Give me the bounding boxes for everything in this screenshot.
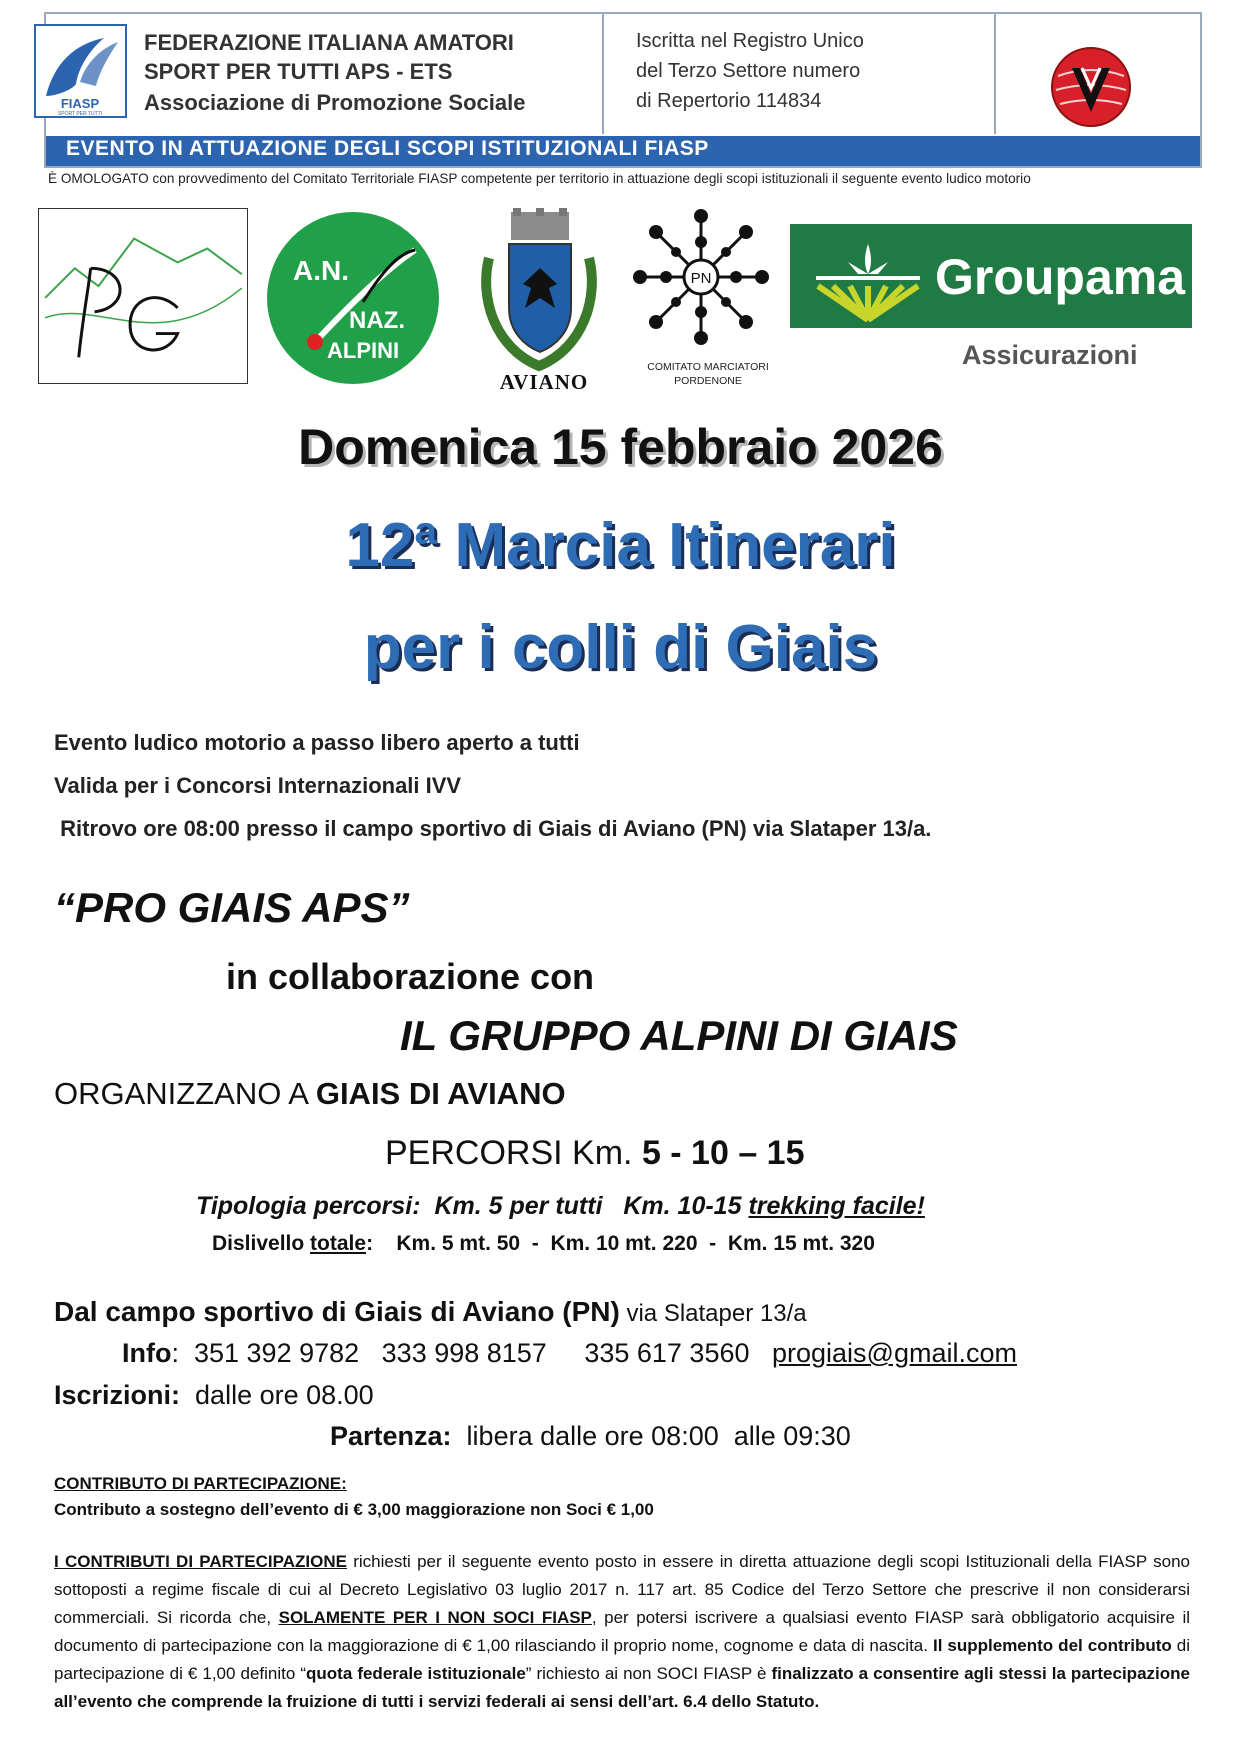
partenza-label: Partenza: <box>330 1421 452 1451</box>
percorsi-prefix: PERCORSI Km. <box>385 1134 642 1172</box>
ana-bottom-text: ALPINI <box>327 338 400 363</box>
percorsi-values: 5 - 10 – 15 <box>641 1134 805 1172</box>
banner-text: EVENTO IN ATTUAZIONE DEGLI SCOPI ISTITUZIONALI FIASP <box>66 137 709 160</box>
assicurazioni-label: Assicurazioni <box>962 340 1138 370</box>
comitato-label-text: COMITATO MARCIATORI PORDENONE <box>647 361 769 387</box>
tipologia-line <box>196 1192 925 1221</box>
fine-print-finalizzato: finalizzato a consentire agli stessi la partecipazione all’evento che comprende la fruizione di tutti i servizi federali ai sensi dell’art. 6.4 dello Statuto. <box>54 1664 1190 1711</box>
federation-line-1: FEDERAZIONE ITALIANA AMATORI <box>144 30 514 55</box>
info-line <box>122 1338 1017 1369</box>
fine-print-part-2: richiesti per il seguente evento posto in essere in diretta attuazione degli scopi Istituzionali della FIASP sono sottoposti a regime fiscale di cui al Decreto Legislativo 03 luglio 2017 n. 117 art. 85 Codice del Terzo Settore che prescrive il non considerarsi commerciali. Si ricorda che, <box>54 1552 1190 1627</box>
groupama-wordmark: Groupama <box>935 249 1186 305</box>
fiasp-logo <box>34 24 127 118</box>
iscrizioni-label: Iscrizioni: <box>54 1380 181 1410</box>
fine-print-non-soci: SOLAMENTE PER I NON SOCI FIASP <box>278 1608 592 1627</box>
iscrizioni-line <box>54 1380 374 1411</box>
info-email-link[interactable]: progiais@gmail.com <box>772 1338 1017 1368</box>
contributo-heading: CONTRIBUTO DI PARTECIPAZIONE: <box>54 1474 347 1493</box>
ana-top-text: A.N. <box>293 255 349 286</box>
fiasp-logo-text: FIASP <box>60 96 100 111</box>
intro-line-3: Ritrovo ore 08:00 presso il campo sportivo di Giais di Aviano (PN) via Slataper 13/a. <box>54 816 932 841</box>
fine-print-supplemento: Il supplemento del contributo <box>932 1636 1172 1655</box>
partenza-value: libera dalle ore 08:00 alle 09:30 <box>451 1421 851 1451</box>
dislivello-prefix: Dislivello <box>212 1232 311 1255</box>
organizzano-place: GIAIS DI AVIANO <box>315 1076 566 1111</box>
fine-print-part-6: di partecipazione di € 1,00 definito “ <box>54 1636 1191 1683</box>
comitato-label <box>618 360 798 388</box>
fiasp-logo-subtext: SPORT PER TUTTI <box>57 111 103 117</box>
partenza-line <box>330 1421 851 1452</box>
fine-print-paragraph <box>54 1548 1190 1716</box>
header-divider <box>602 14 604 134</box>
fine-print-part-8: ” richiesto ai non SOCI FIASP è <box>525 1664 772 1683</box>
dal-campo-line <box>54 1296 807 1328</box>
ivv-globe-logo <box>1050 46 1132 128</box>
ana-mid-text: NAZ. <box>349 307 405 334</box>
registry-line-2: del Terzo Settore numero <box>636 60 861 82</box>
info-label: Info <box>122 1338 172 1368</box>
tipologia-prefix: Tipologia percorsi: Km. 5 per tutti Km. 10-15 <box>196 1192 749 1220</box>
event-title-line-2: per i colli di Giais <box>363 613 878 682</box>
dal-campo-address: via Slataper 13/a <box>619 1300 807 1327</box>
registry-line-1: Iscritta nel Registro Unico <box>636 30 864 52</box>
info-phones: : 351 392 9782 333 998 8157 335 617 3560 <box>171 1338 772 1368</box>
registry-line-3: di Repertorio 114834 <box>636 90 822 112</box>
tipologia-trekking: trekking facile! <box>748 1192 925 1220</box>
comitato-center-text: PN <box>690 270 712 287</box>
percorsi-line <box>385 1134 805 1173</box>
organizzano-line <box>54 1076 566 1112</box>
dislivello-totale: totale <box>310 1232 367 1255</box>
dislivello-line <box>212 1232 875 1256</box>
fine-print-quota: quota federale istituzionale <box>306 1664 526 1683</box>
pro-giais-logo <box>38 208 248 384</box>
dislivello-values: : Km. 5 mt. 50 - Km. 10 mt. 220 - Km. 15 mt. 320 <box>366 1232 875 1255</box>
organizer-name: “PRO GIAIS APS” <box>54 884 410 931</box>
intro-line-1: Evento ludico motorio a passo libero aperto a tutti <box>54 730 580 755</box>
fine-print-part-4: , per potersi iscrivere a qualsiasi evento FIASP sarà obbligatorio acquisire il documento di partecipazione con la maggiorazione di € 1,00 rilasciando il proprio nome, cognome e data di nascita. <box>54 1608 1190 1655</box>
groupama-wheat-icon <box>808 236 928 322</box>
fine-print-heading: I CONTRIBUTI DI PARTECIPAZIONE <box>54 1552 347 1571</box>
event-title-line-1: 12ª Marcia Itinerari <box>345 511 896 580</box>
ana-alpini-logo <box>265 210 441 386</box>
event-date: Domenica 15 febbraio 2026 <box>298 419 943 475</box>
dal-campo-place: Dal campo sportivo di Giais di Aviano (PN) <box>54 1296 620 1327</box>
iscrizioni-value: dalle ore 08.00 <box>180 1380 374 1410</box>
header-divider-2 <box>994 14 996 134</box>
aviano-crest <box>475 208 605 378</box>
federation-line-2: SPORT PER TUTTI APS - ETS <box>144 59 453 84</box>
collaboration-text: in collaborazione con <box>226 956 595 997</box>
partner-name: IL GRUPPO ALPINI DI GIAIS <box>400 1012 958 1059</box>
comitato-marciatori-logo <box>632 208 770 346</box>
intro-line-2: Valida per i Concorsi Internazionali IVV <box>54 773 462 798</box>
organizzano-prefix: ORGANIZZANO A <box>54 1076 316 1111</box>
aviano-label: AVIANO <box>499 370 589 394</box>
contributo-text: Contributo a sostegno dell’evento di € 3,00 maggiorazione non Soci € 1,00 <box>54 1500 654 1519</box>
federation-line-3: Associazione di Promozione Sociale <box>144 90 526 115</box>
omologato-notice: È OMOLOGATO con provvedimento del Comitato Territoriale FIASP competente per territorio in attuazione degli scopi istituzionali il seguente evento ludico motorio <box>48 171 1031 186</box>
